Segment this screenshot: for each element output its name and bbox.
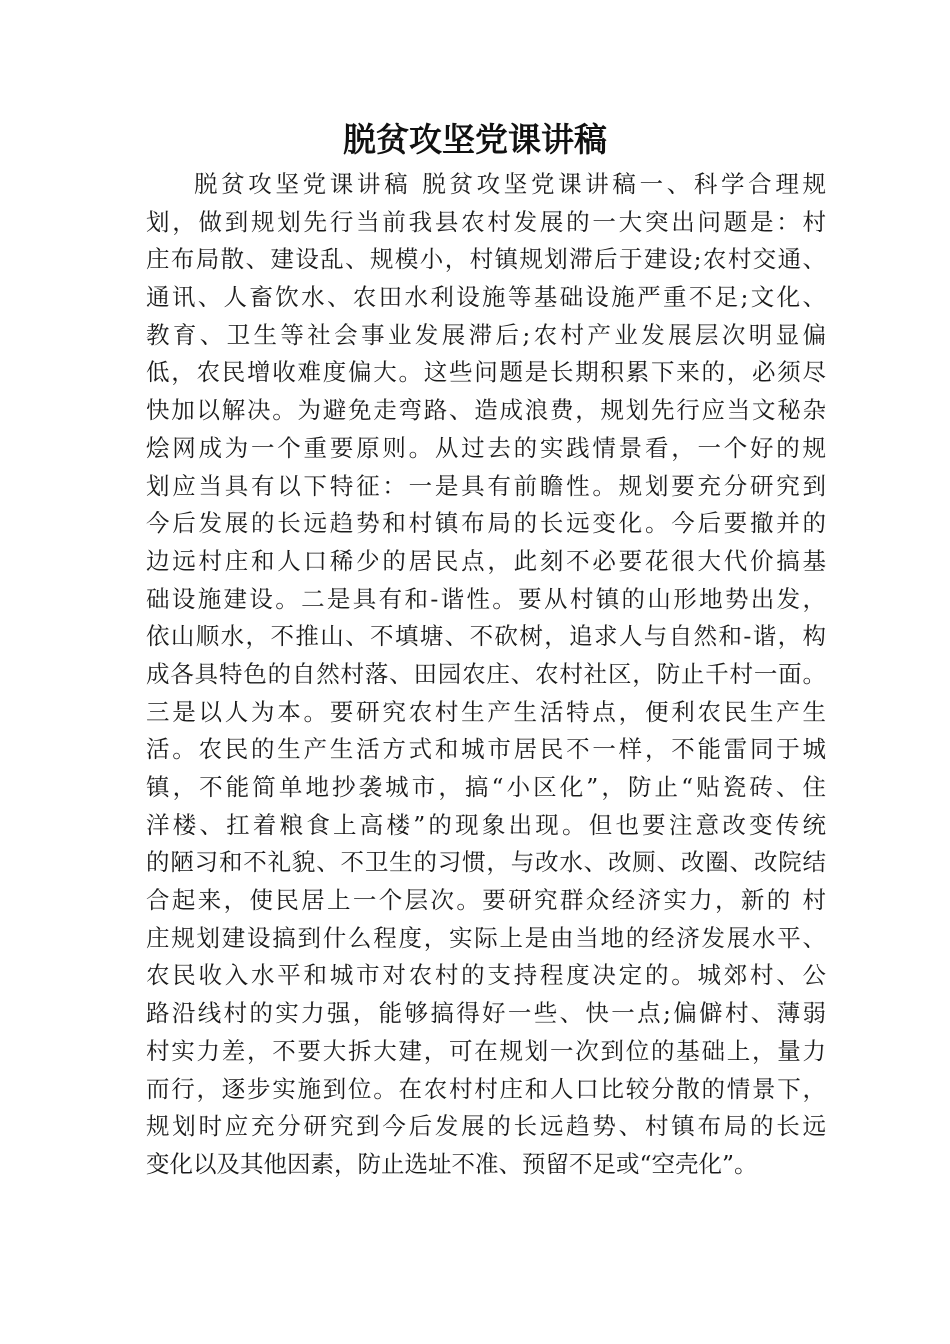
body-line: 庄规划建设搞到什么程度，实际上是由当地的经济发展水平、 xyxy=(146,923,826,952)
body-line: 镇，不能简单地抄袭城市，搞“小区化”，防止“贴瓷砖、住 xyxy=(146,773,826,801)
document-body xyxy=(146,166,826,1184)
body-line: 的陋习和不礼貌、不卫生的习惯，与改水、改厕、改圈、改院结 xyxy=(146,848,826,877)
body-line: 快加以解决。为避免走弯路、造成浪费，规划先行应当文秘杂 xyxy=(146,396,826,425)
body-line: 规划时应充分研究到今后发展的长远趋势、村镇布局的长远 xyxy=(146,1112,826,1141)
body-line: 路沿线村的实力强，能够搞得好一些、快一点;偏僻村、薄弱 xyxy=(146,999,826,1028)
body-line: 农民收入水平和城市对农村的支持程度决定的。城郊村、公 xyxy=(146,961,826,990)
body-line: 教育、卫生等社会事业发展滞后;农村产业发展层次明显偏 xyxy=(146,320,826,349)
body-line: 今后发展的长远趋势和村镇布局的长远变化。今后要撤并的 xyxy=(146,509,826,538)
body-line: 活。农民的生产生活方式和城市居民不一样，不能雷同于城 xyxy=(146,735,826,764)
body-line: 村实力差，不要大拆大建，可在规划一次到位的基础上，量力 xyxy=(146,1036,826,1065)
body-line: 划应当具有以下特征：一是具有前瞻性。规划要充分研究到 xyxy=(146,471,826,500)
body-line: 通讯、人畜饮水、农田水利设施等基础设施严重不足;文化、 xyxy=(146,283,826,312)
body-line: 庄布局散、建设乱、规模小，村镇规划滞后于建设;农村交通、 xyxy=(146,245,826,274)
body-line: 三是以人为本。要研究农村生产生活特点，便利农民生产生 xyxy=(146,697,826,726)
body-line: 洋楼、扛着粮食上高楼”的现象出现。但也要注意改变传统 xyxy=(146,810,826,839)
body-line: 划，做到规划先行当前我县农村发展的一大突出问题是：村 xyxy=(146,207,826,236)
body-line: 础设施建设。二是具有和-谐性。要从村镇的山形地势出发， xyxy=(146,584,826,613)
body-line: 烩网成为一个重要原则。从过去的实践情景看，一个好的规 xyxy=(146,433,826,462)
body-line: 脱贫攻坚党课讲稿 脱贫攻坚党课讲稿一、科学合理规 xyxy=(194,170,826,198)
body-line: 变化以及其他因素，防止选址不准、预留不足或“空壳化”。 xyxy=(146,1149,758,1178)
body-line: 低，农民增收难度偏大。这些问题是长期积累下来的，必须尽 xyxy=(146,358,826,387)
body-line: 依山顺水，不推山、不填塘、不砍树，追求人与自然和-谐，构 xyxy=(146,622,826,651)
document-title: 脱贫攻坚党课讲稿 xyxy=(343,120,607,159)
body-line: 合起来，使民居上一个层次。要研究群众经济实力，新的 村 xyxy=(146,886,826,915)
body-line: 成各具特色的自然村落、田园农庄、农村社区，防止千村一面。 xyxy=(146,659,826,688)
body-line: 边远村庄和人口稀少的居民点，此刻不必要花很大代价搞基 xyxy=(146,546,826,575)
body-line: 而行，逐步实施到位。在农村村庄和人口比较分散的情景下， xyxy=(146,1074,826,1103)
